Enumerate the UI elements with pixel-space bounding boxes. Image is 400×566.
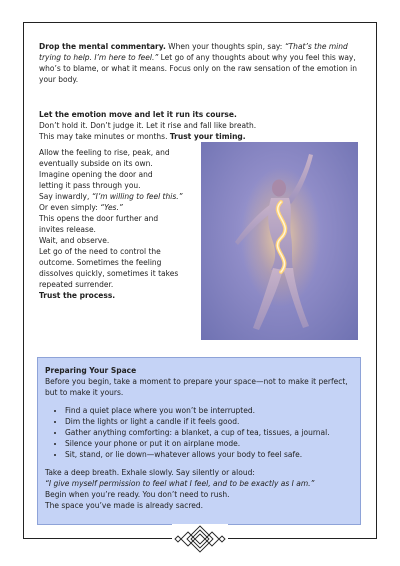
say-quote: “I’m willing to feel this.”: [91, 192, 183, 201]
column-line: eventually subside on its own.: [39, 159, 153, 168]
callout-intro: Before you begin, take a moment to prepare your space—not to make it perfect, but to make it yours.: [45, 377, 348, 397]
intro-text-a: When your thoughts spin, say:: [165, 42, 285, 51]
figure-svg: [201, 142, 358, 340]
column-line: Allow the feeling to rise, peak, and: [39, 148, 170, 157]
intro-text-b: Let go of any thoughts about why you feel this way, who’s to blame, or what it means. Focus only on the raw sensation of the emotion in your body.: [39, 53, 358, 84]
say-inwardly-line: [39, 191, 191, 202]
callout-breath: Take a deep breath. Exhale slowly. Say silently or aloud:: [45, 468, 255, 477]
intro-heading: Drop the mental commentary.: [39, 42, 166, 51]
callout-line-b: The space you’ve made is already sacred.: [45, 501, 204, 510]
column-line: This opens the door further and: [39, 214, 159, 223]
head: [272, 180, 286, 197]
column-line: Imagine opening the door and: [39, 170, 153, 179]
instruction-column: [39, 147, 191, 301]
emotion-paragraph: [39, 109, 361, 142]
trust-timing: Trust your timing.: [169, 132, 246, 141]
emotion-line-1: Don’t hold it. Don’t judge it. Let it rise and fall like breath.: [39, 121, 257, 130]
column-line: Wait, and observe.: [39, 236, 110, 245]
list-item: • Gather anything comforting: a blanket, a cup of tea, tissues, a journal.: [65, 427, 353, 438]
dancing-figure-illustration: [201, 142, 358, 340]
intro-quote: “That’s the mind trying to help. I’m here to feel.”: [39, 42, 348, 62]
callout-line-a: Begin when you’re ready. You don’t need to rush.: [45, 490, 230, 499]
list-item: • Silence your phone or put it on airplane mode.: [65, 438, 353, 449]
simply-quote: “Yes.”: [100, 203, 123, 212]
preparing-space-callout: [37, 357, 361, 525]
column-line: invites release.: [39, 225, 96, 234]
list-item: • Dim the lights or light a candle if it feels good.: [65, 416, 353, 427]
intro-paragraph: [39, 41, 361, 85]
list-item: • Sit, stand, or lie down—whatever allows your body to feel safe.: [65, 449, 353, 460]
emotion-line-2: [39, 131, 361, 142]
column-line: dissolves quickly, sometimes it takes: [39, 269, 179, 278]
column-line: letting it pass through you.: [39, 181, 141, 190]
emotion-heading: Let the emotion move and let it run its course.: [39, 110, 237, 119]
diamond-ornament: [172, 524, 228, 554]
column-line: repeated surrender.: [39, 280, 114, 289]
simply-prefix: Or even simply:: [39, 203, 101, 212]
callout-heading: Preparing Your Space: [45, 366, 137, 375]
column-line: outcome. Sometimes the feeling: [39, 258, 162, 267]
trust-process: Trust the process.: [39, 291, 116, 300]
simply-line: [39, 202, 191, 213]
preparation-list: [45, 405, 353, 460]
list-item: • Find a quiet place where you won’t be interrupted.: [65, 405, 353, 416]
column-line: Let go of the need to control the: [39, 247, 161, 256]
callout-quote: “I give myself permission to feel what I feel, and to be exactly as I am.”: [45, 479, 315, 488]
ornament-icon: [172, 524, 228, 554]
emotion-line-2-text: This may take minutes or months.: [39, 132, 170, 141]
say-prefix: Say inwardly,: [39, 192, 92, 201]
